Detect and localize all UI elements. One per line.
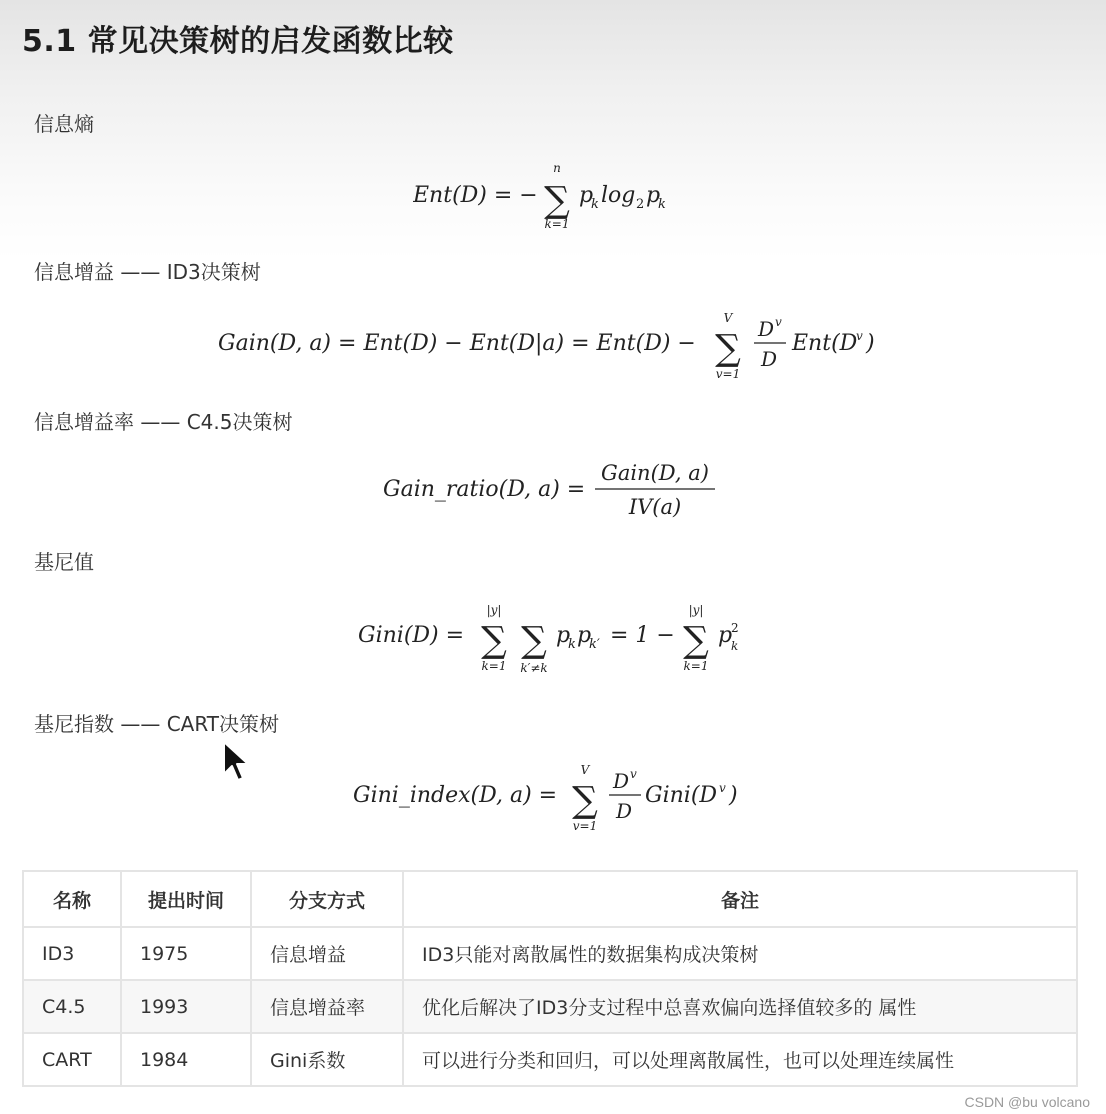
gini-lhs: Gini(D) = <box>358 623 465 648</box>
gini-sum2-sign: ∑ <box>521 620 547 661</box>
entropy-formula <box>0 160 1106 236</box>
table-row <box>23 980 1077 1033</box>
page-title: 5.1 常见决策树的启发函数比较 <box>22 24 454 59</box>
gain-lhs: Gain(D, a) = Ent(D) − Ent(D|a) = Ent(D) − <box>218 331 696 356</box>
entropy-lhs: Ent(D) = − <box>413 183 538 208</box>
gain-frac-num: D <box>758 317 775 341</box>
gini-index-sum-sign: ∑ <box>572 780 598 821</box>
entropy-log: log <box>601 183 636 208</box>
watermark: CSDN @bu volcano <box>964 1094 1090 1110</box>
gini-tail-sup: 2 <box>731 621 739 635</box>
entropy-sum-top: n <box>553 161 561 175</box>
gini-sum3-bottom: k=1 <box>683 659 709 673</box>
gini-sum3-sign: ∑ <box>683 620 709 661</box>
gini-tail-p: p <box>718 623 733 648</box>
gain-ratio-den: IV(a) <box>628 495 682 519</box>
gini-label: 基尼值 <box>34 550 94 574</box>
cell-year: 1984 <box>121 1033 251 1086</box>
gini-tail-sub: k <box>731 639 739 653</box>
cell-split: 信息增益 <box>251 927 403 980</box>
header-name: 名称 <box>23 871 121 927</box>
gain-ratio-num: Gain(D, a) <box>601 461 709 485</box>
header-note: 备注 <box>403 871 1077 927</box>
cell-note: ID3只能对离散属性的数据集构成决策树 <box>403 927 1077 980</box>
gini-index-tail-close: ) <box>729 783 738 808</box>
cell-name: ID3 <box>23 927 121 980</box>
entropy-sum-bottom: k=1 <box>544 217 570 231</box>
gini-index-sum-bottom: v=1 <box>572 819 598 833</box>
gain-frac-num-sup: v <box>775 315 782 329</box>
gini-index-sum-top: V <box>580 763 590 777</box>
gain-tail: Ent(D <box>792 331 858 356</box>
table-row <box>23 927 1077 980</box>
gini-p: p <box>556 623 571 648</box>
gini-index-tail-sup: v <box>719 781 726 795</box>
gini-k2: k′ <box>589 637 600 652</box>
cell-year: 1993 <box>121 980 251 1033</box>
gini-index-frac-den: D <box>616 799 633 823</box>
cell-split: Gini系数 <box>251 1033 403 1086</box>
gain-sum-bottom: v=1 <box>715 367 741 381</box>
entropy-log-base: 2 <box>636 197 645 212</box>
cell-name: C4.5 <box>23 980 121 1033</box>
gini-sum1-bottom: k=1 <box>481 659 507 673</box>
entropy-label: 信息熵 <box>34 112 94 136</box>
gini-index-frac-num: D <box>613 769 630 793</box>
entropy-k2: k <box>658 197 666 212</box>
header-year: 提出时间 <box>121 871 251 927</box>
gini-index-frac-num-sup: v <box>630 767 637 781</box>
gini-p2: p <box>577 623 592 648</box>
gain-ratio-formula <box>0 456 1106 526</box>
gini-formula <box>0 598 1106 678</box>
cell-year: 1975 <box>121 927 251 980</box>
table-header-row <box>23 871 1077 927</box>
gini-sum3-top: |y| <box>688 603 704 617</box>
gini-mid: = 1 − <box>610 623 675 648</box>
gain-frac-den: D <box>761 347 778 371</box>
gini-sum1-top: |y| <box>486 603 502 617</box>
comparison-table <box>22 870 1078 1087</box>
gain-sum-sign: ∑ <box>715 328 741 369</box>
gini-index-label: 基尼指数 —— CART决策树 <box>34 712 280 736</box>
table-row <box>23 1033 1077 1086</box>
gain-tail-close: ) <box>866 331 875 356</box>
gini-sum2-bottom: k′≠k <box>520 661 548 675</box>
gain-formula <box>0 308 1106 384</box>
gini-sum1-sign: ∑ <box>481 620 507 661</box>
gain-ratio-label: 信息增益率 —— C4.5决策树 <box>34 410 293 434</box>
entropy-p2: p <box>646 183 661 208</box>
gain-sum-top: V <box>723 311 733 325</box>
cell-name: CART <box>23 1033 121 1086</box>
cell-note: 可以进行分类和回归，可以处理离散属性，也可以处理连续属性 <box>403 1033 1077 1086</box>
cell-note: 优化后解决了ID3分支过程中总喜欢偏向选择值较多的 属性 <box>403 980 1077 1033</box>
entropy-k: k <box>591 197 599 212</box>
gain-label: 信息增益 —— ID3决策树 <box>34 260 261 284</box>
header-split: 分支方式 <box>251 871 403 927</box>
gain-tail-sup: v <box>856 329 863 343</box>
gini-index-lhs: Gini_index(D, a) = <box>353 783 558 808</box>
gini-index-tail: Gini(D <box>645 783 718 808</box>
entropy-p: p <box>579 183 594 208</box>
gini-index-formula <box>0 760 1106 836</box>
entropy-sum-sign: ∑ <box>544 180 570 221</box>
gain-ratio-lhs: Gain_ratio(D, a) = <box>383 477 586 502</box>
gini-k: k <box>568 637 576 652</box>
cell-split: 信息增益率 <box>251 980 403 1033</box>
